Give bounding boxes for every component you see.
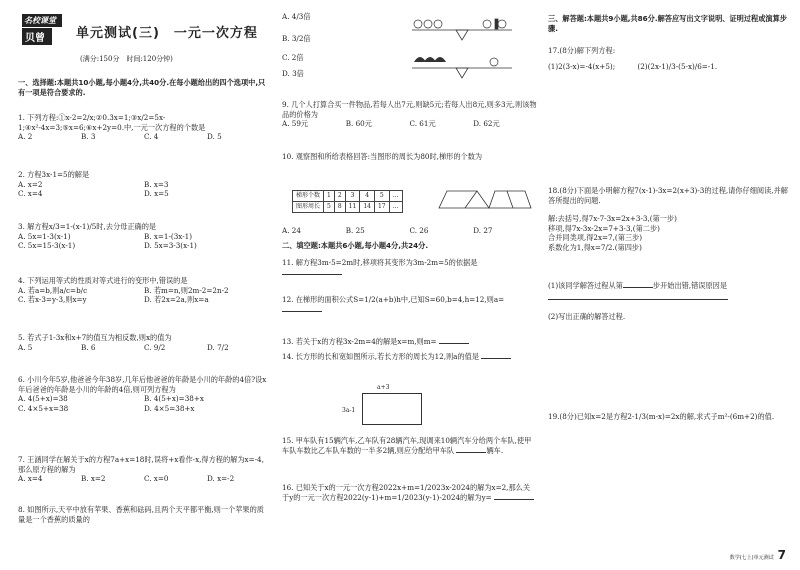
question-11: 11. 解方程3m-5=2m时,移项将其变形为3m-2m=5的依据是 bbox=[282, 258, 537, 277]
question-9: 9. 几个人打算合买一件物品,若每人出7元,则缺5元;若每人出8元,则多3元,则该物品的价格为 A. 59元 B. 60元 C. 61元 D. 62元 bbox=[282, 100, 537, 129]
q14-left-label: 3a-1 bbox=[342, 407, 356, 414]
question-5: 5. 若式子1-3x和x+7的值互为相反数,则x的值为 A. 5 B. 6 C. 9/2 D. 7/2 bbox=[18, 333, 229, 352]
page-footer: 数学(七上)单元测试 7 bbox=[729, 548, 786, 562]
page-number: 7 bbox=[777, 548, 786, 562]
question-1: 1. 下列方程:①x-2=2/x;②0.3x=1;③x/2=5x-1;④x²-4x=3;⑤x=6;⑥x+2y=0.中,一元一次方程的个数是 A. 2 B. 3 C. 4 D. 5 bbox=[18, 113, 270, 142]
brand-bottom: 贝曾 bbox=[22, 28, 52, 45]
question-2: 2. 方程3x-1=5的解是 A. x=2 B. x=3 C. x=4 D. x=5 bbox=[18, 170, 169, 199]
question-8: 8. 如图所示,天平中放有苹果、香蕉和砝码,且两个天平都平衡,则一个苹果的质量是一个香蕉的质量的 bbox=[18, 505, 264, 524]
blank[interactable] bbox=[282, 311, 322, 312]
question-17: 17.(8分)解下列方程: bbox=[548, 46, 616, 55]
q18-part-2: (2)写出正确的解答过程. bbox=[548, 312, 626, 321]
question-13: 13. 若关于x的方程3x-2m=4的解是x=m,则m= bbox=[282, 337, 537, 347]
blank[interactable] bbox=[481, 358, 511, 359]
q10-table: 梯形个数 1 2 3 4 5 … 图形周长 5 8 11 14 17 … bbox=[292, 190, 403, 213]
brand-top: 名校课堂 bbox=[22, 14, 62, 27]
page-title: 单元测试(三) 一元一次方程 bbox=[76, 26, 258, 41]
q18-solution: 解:去括号,得7x-7-3x=2x+3-3,(第一步) 移项,得7x-3x-2x=7+3-3,(第二步) 合并同类项,得2x=7,(第三步) 系数化为1,得x=7/2.(第四步) bbox=[548, 214, 677, 253]
q18-part-1: (1)该同学解答过程从第 步开始出错,错误原因是 bbox=[548, 281, 788, 302]
question-16: 16. 已知关于x的一元一次方程2022x+m=1/2023x-2024的解为x=2,那么关于y的一元一次方程2022(y-1)+m=1/2023(y-1)-2024的解为y= bbox=[282, 483, 537, 502]
exam-meta: (满分:150分 时间:120分钟) bbox=[80, 55, 173, 63]
blank[interactable] bbox=[494, 499, 534, 500]
balance-scales-figure bbox=[402, 10, 522, 80]
blank[interactable] bbox=[548, 299, 728, 300]
question-14: 14. 长方形的长和宽如图所示,若长方形的周长为12,则a的值是 bbox=[282, 352, 537, 362]
q8-options: A. 4/3倍 B. 3/2倍 C. 2倍 D. 3倍 bbox=[282, 12, 311, 79]
q14-top-label: a+3 bbox=[377, 384, 390, 391]
q10-options: A. 24 B. 25 C. 26 D. 27 bbox=[282, 226, 493, 235]
question-15: 15. 甲车队有15辆汽车,乙车队有28辆汽车,现调来10辆汽车分给两个车队,使甲车队车数比乙车队车数的一半多2辆,则应分配给甲车队 辆车. bbox=[282, 436, 532, 455]
q17-part-1: (1)2(3-x)=-4(x+5); bbox=[548, 62, 616, 71]
question-12: 12. 在梯形的面积公式S=1/2(a+b)h中,已知S=60,b=4,h=12,则a= bbox=[282, 295, 537, 314]
trapezoid-figure bbox=[437, 186, 532, 216]
question-18: 18.(8分)下面是小明解方程7(x-1)-3x=2(x+3)-3的过程,请你仔细阅读,并解答所提出的问题. bbox=[548, 186, 788, 205]
section-3-heading: 三、解答题:本题共9小题,共86分.解答应写出文字说明、证明过程或演算步骤. bbox=[548, 14, 787, 33]
blank[interactable] bbox=[282, 274, 342, 275]
question-10: 10. 观察图和所给表格回答:当图形的周长为80时,梯形的个数为 bbox=[282, 152, 483, 161]
q17-part-2: (2)(2x-1)/3-(5-x)/6=-1. bbox=[637, 62, 718, 71]
question-7: 7. 王涵同学在解关于x的方程7a+x=18时,误将+x看作-x,得方程的解为x=-4,那么原方程的解为 A. x=4 B. x=2 C. x=0 D. x=-2 bbox=[18, 455, 264, 484]
rectangle-figure bbox=[362, 393, 422, 425]
question-6: 6. 小川今年5岁,他爸爸今年38岁,几年后他爸爸的年龄是小川的年龄的4倍?设x年后爸爸的年龄是小川的年龄的4倍,则可列方程为 A. 4(5+x)=38 B. 4(5+x)=38+x C. 4×5+x=38 D. 4×5=38+x bbox=[18, 375, 267, 414]
blank[interactable] bbox=[456, 452, 486, 453]
blank[interactable] bbox=[623, 287, 653, 288]
question-3: 3. 解方程x/3=1-(x-1)/5时,去分母正确的是 A. 5x=1-3(x-1) B. x=1-(3x-1) C. 5x=15-3(x-1) D. 5x=3-3(x-1) bbox=[18, 222, 197, 251]
blank[interactable] bbox=[439, 343, 469, 344]
brand-logo bbox=[22, 14, 62, 42]
question-4: 4. 下列运用等式的性质对等式进行的变形中,错误的是 A. 若a=b,则a/c=b/c B. 若m=n,则2m-2=2n-2 C. 若x-3=y-3,则x=y D. 若2x=2a,则x=a bbox=[18, 276, 229, 305]
section-1-heading: 一、选择题:本题共10小题,每小题4分,共40分.在每小题给出的四个选项中,只有一项是符合要求的. bbox=[18, 78, 266, 97]
q1-options: A. 2 B. 3 C. 4 D. 5 bbox=[18, 132, 222, 142]
question-19: 19.(8分)已知x=2是方程2-1/3(m-x)=2x的解,求式子m²-(6m+2)的值. bbox=[548, 412, 775, 421]
section-2-heading: 二、填空题:本题共6小题,每小题4分,共24分. bbox=[282, 241, 429, 250]
